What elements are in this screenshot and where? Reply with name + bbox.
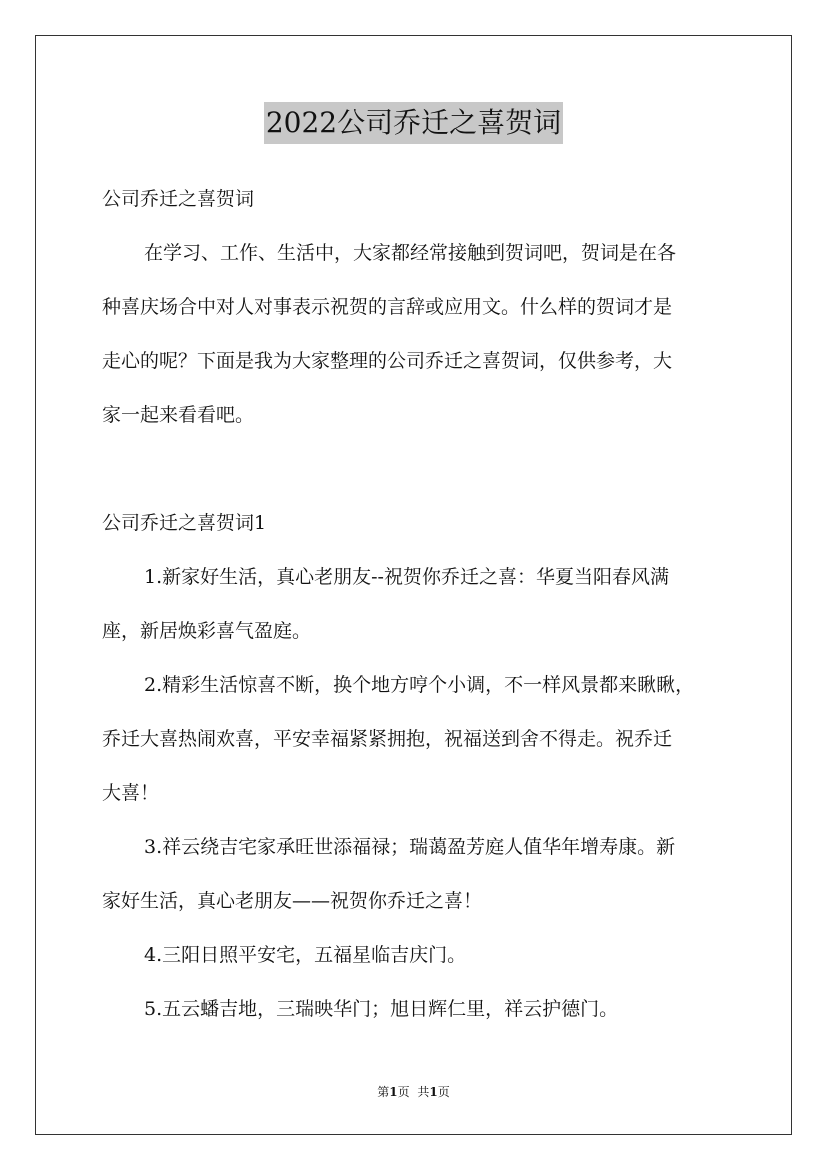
- footer-page-total: 1: [429, 1085, 438, 1099]
- page-footer: [0, 1082, 827, 1102]
- section-heading: 公司乔迁之喜贺词1: [102, 512, 267, 534]
- footer-total-suffix: 页: [437, 1085, 450, 1099]
- item-line: 4.三阳日照平安宅，五福星临吉庆门。: [144, 944, 467, 966]
- footer-total-prefix: 共: [417, 1085, 430, 1099]
- intro-line: 在学习、工作、生活中，大家都经常接触到贺词吧，贺词是在各: [144, 242, 677, 264]
- item-line: 家好生活，真心老朋友——祝贺你乔迁之喜！: [102, 890, 483, 912]
- item-line: 乔迁大喜热闹欢喜，平安幸福紧紧拥抱，祝福送到舍不得走。祝乔迁: [102, 728, 673, 750]
- spacer: [102, 442, 732, 496]
- item-line: 2.精彩生活惊喜不断，换个地方哼个小调，不一样风景都来瞅瞅，: [144, 674, 695, 696]
- title-container: [0, 102, 827, 144]
- intro-line: 种喜庆场合中对人对事表示祝贺的言辞或应用文。什么样的贺词才是: [102, 296, 673, 318]
- heading: 公司乔迁之喜贺词: [102, 188, 255, 210]
- intro-line: 家一起来看看吧。: [102, 404, 255, 426]
- document-title: 2022公司乔迁之喜贺词: [264, 102, 563, 144]
- item-line: 座，新居焕彩喜气盈庭。: [102, 620, 312, 642]
- item-line: 3.祥云绕吉宅家承旺世添福禄；瑞蔼盈芳庭人值华年增寿康。新: [144, 836, 676, 858]
- item-line: 1.新家好生活，真心老朋友--祝贺你乔迁之喜：华夏当阳春风满: [144, 566, 669, 588]
- intro-line: 走心的呢？下面是我为大家整理的公司乔迁之喜贺词，仅供参考，大: [102, 350, 673, 372]
- document-body: [102, 172, 732, 1036]
- footer-page-suffix: 页: [397, 1085, 410, 1099]
- item-line: 大喜！: [102, 782, 160, 804]
- footer-page-prefix: 第: [377, 1085, 390, 1099]
- footer-page-current: 1: [389, 1085, 398, 1099]
- item-line: 5.五云蟠吉地，三瑞映华门；旭日辉仁里，祥云护德门。: [144, 998, 619, 1020]
